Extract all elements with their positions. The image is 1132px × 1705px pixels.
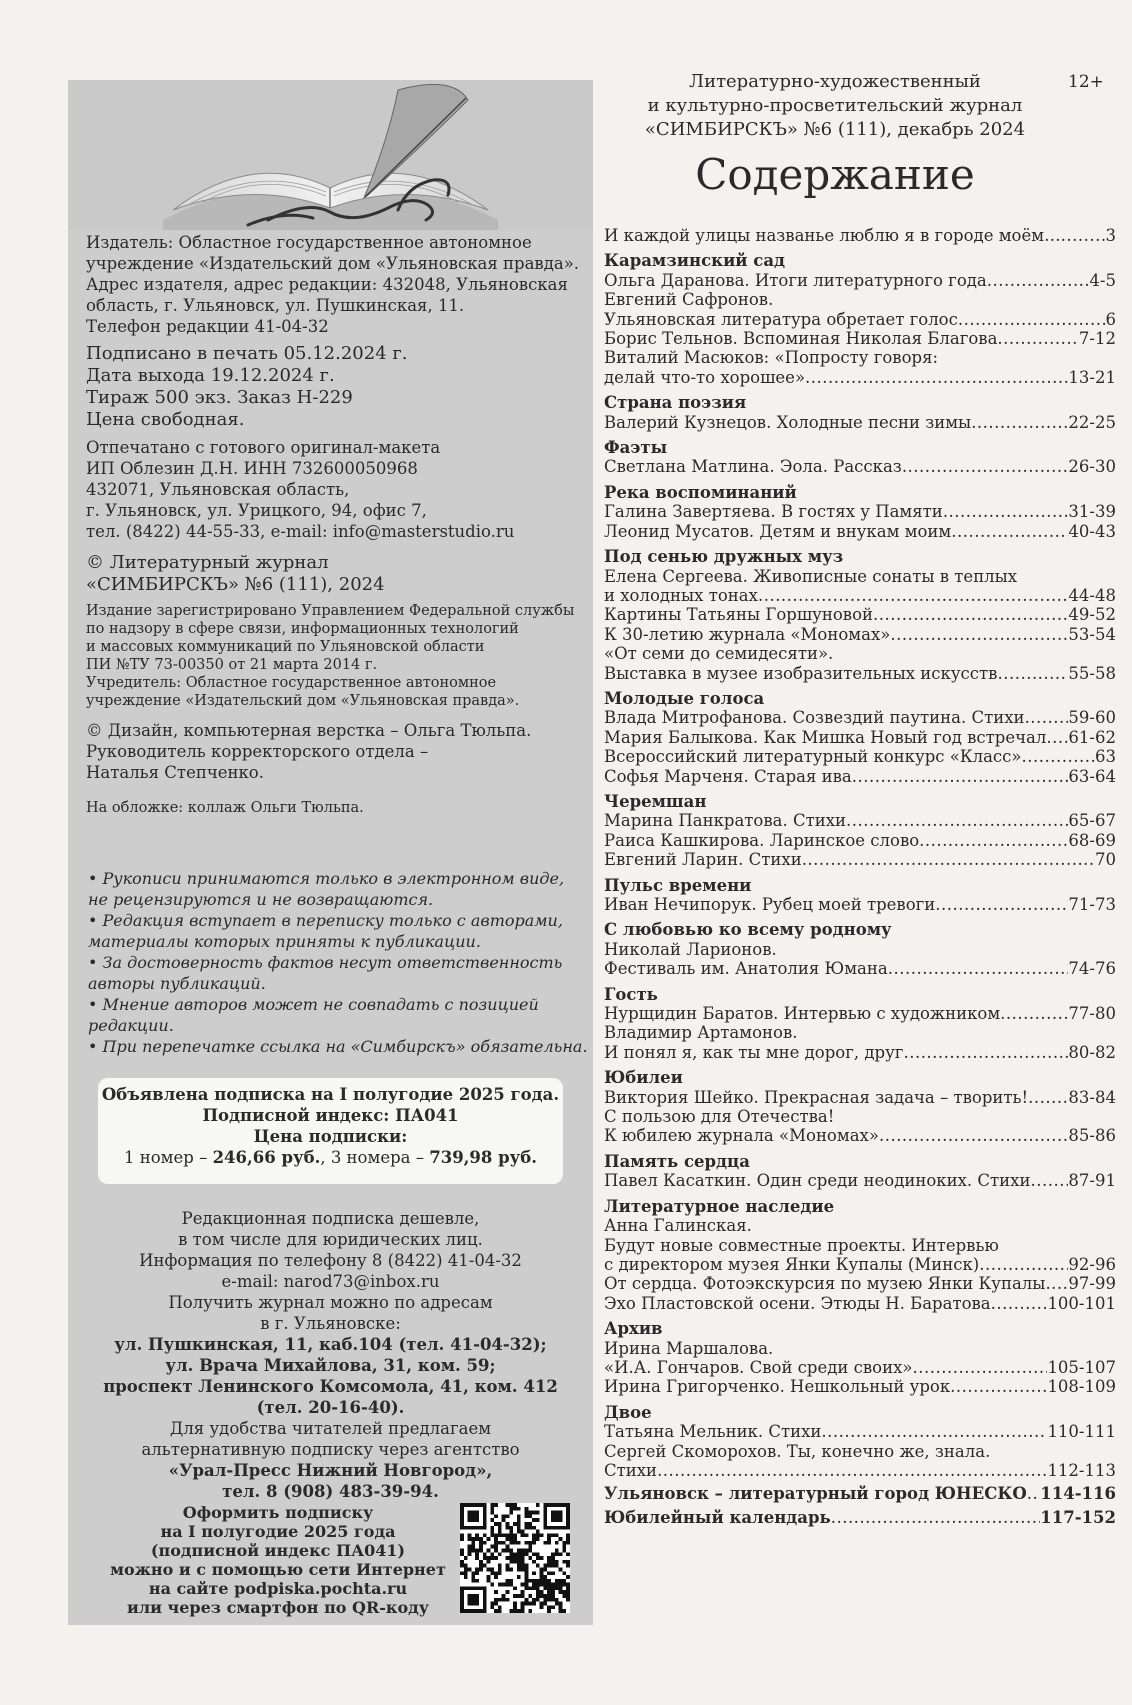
toc-leader-dots: [846, 811, 1068, 830]
registration-line: и массовых коммуникаций по Ульяновской области: [86, 639, 485, 655]
toc-entry-text: Татьяна Мельник. Стихи: [604, 1422, 822, 1442]
subscription-info-line: ул. Пушкинская, 11, каб.104 (тел. 41-04-32);: [114, 1335, 547, 1354]
toc-leader-dots: [1025, 708, 1069, 727]
design-line: Наталья Степченко.: [86, 763, 264, 782]
publisher-line: учреждение «Издательский дом «Ульяновская правда».: [86, 254, 580, 273]
toc-page-number: 87-91: [1068, 1171, 1116, 1191]
toc-leader-dots: [1027, 1484, 1041, 1503]
registration-line: Издание зарегистрировано Управлением Федеральной службы: [86, 603, 575, 619]
toc-entry: [604, 605, 1116, 624]
toc-entry: [604, 457, 1116, 476]
toc-entry-text: Влада Митрофанова. Созвездий паутина. Стихи: [604, 708, 1025, 728]
toc-page-number: 97-99: [1068, 1274, 1116, 1294]
toc-entry: [604, 1484, 1116, 1503]
toc-entry-text: Борис Тельнов. Вспоминая Николая Благова: [604, 329, 998, 349]
online-line: или через смартфон по QR-коду: [126, 1598, 430, 1617]
online-subscription-note: [88, 1503, 468, 1617]
toc-leader-dots: [1022, 747, 1095, 766]
copyright-line: © Литературный журнал: [86, 552, 329, 573]
toc-page-number: 85-86: [1068, 1126, 1116, 1146]
toc-leader-dots: [951, 522, 1068, 541]
toc-leader-dots: [902, 457, 1069, 476]
printer-line: Отпечатано с готового оригинал-макета: [86, 438, 441, 457]
rule-line: • За достоверность фактов несут ответственность: [88, 953, 563, 972]
subscription-info-line: ул. Врача Михайлова, 31, ком. 59;: [165, 1356, 496, 1375]
rule-line: • При перепечатке ссылка на «Симбирскъ» обязательна.: [88, 1037, 588, 1056]
toc-page-number: 110-111: [1047, 1422, 1116, 1442]
toc-page-number: 6: [1105, 309, 1116, 329]
toc-section-heading: Литературное наследие: [604, 1196, 835, 1216]
toc-page-number: 100-101: [1047, 1293, 1116, 1313]
age-rating: 12+: [1068, 72, 1104, 92]
toc-entry: [604, 1004, 1116, 1023]
toc-leader-dots: [873, 605, 1068, 624]
toc-page-number: 83-84: [1068, 1087, 1116, 1107]
toc-page-number: 40-43: [1068, 521, 1116, 541]
rule-line: • Рукописи принимаются только в электронном виде,: [88, 869, 565, 888]
toc-entry: [604, 413, 1116, 432]
subscription-info: [88, 1208, 573, 1502]
toc-section-heading: Гость: [604, 984, 658, 1004]
toc-entry: [604, 959, 1116, 978]
subscription-index: Подписной индекс: ПА041: [202, 1106, 459, 1125]
price1-label: 1 номер –: [124, 1148, 213, 1167]
toc-entry-line: [604, 348, 1116, 367]
toc-entry-line: [604, 644, 1116, 663]
book-quill-illustration: [68, 80, 593, 230]
toc-section-heading: Черемшан: [604, 791, 707, 811]
toc-leader-dots: [958, 310, 1106, 329]
toc-leader-dots: [987, 271, 1090, 290]
toc-entry: [604, 586, 1116, 605]
circulation-line: Тираж 500 экз. Заказ Н-229: [86, 387, 353, 408]
toc-entry: [604, 1377, 1116, 1396]
toc-page-number: 22-25: [1068, 412, 1116, 432]
printer-line: 432071, Ульяновская область,: [86, 480, 350, 499]
subscription-announcement: Объявлена подписка на I полугодие 2025 года.: [101, 1085, 560, 1104]
toc-entry: [604, 310, 1116, 329]
toc-entry-text: Будут новые совместные проекты. Интервью: [604, 1235, 999, 1255]
toc-leader-dots: [950, 1377, 1047, 1396]
toc-leader-dots: [991, 1294, 1048, 1313]
toc-entry-text: Софья Марченя. Старая ива: [604, 766, 852, 786]
toc-page-number: 108-109: [1047, 1377, 1116, 1397]
toc-entry: [604, 1294, 1116, 1313]
toc-leader-dots: [935, 895, 1068, 914]
subscription-info-line: тел. 8 (908) 483-39-94.: [222, 1482, 439, 1501]
toc-entry: [604, 708, 1116, 727]
subscription-box: [98, 1078, 563, 1184]
toc-entry: [604, 329, 1116, 348]
toc-leader-dots: [1000, 1004, 1068, 1023]
design-line: Руководитель корректорского отдела –: [86, 742, 429, 761]
toc-entry-text: Выставка в музее изобразительных искусств: [604, 663, 998, 683]
subscription-info-line: Получить журнал можно по адресам: [168, 1293, 493, 1312]
toc-leader-dots: [903, 1043, 1068, 1062]
toc-page-number: 59-60: [1068, 708, 1116, 728]
toc-leader-dots: [997, 329, 1079, 348]
publisher-line: Адрес издателя, адрес редакции: 432048, Ульяновская: [86, 275, 568, 294]
toc-entry-line: [604, 1216, 1116, 1235]
toc-page-number: 65-67: [1068, 811, 1116, 831]
toc-entry-text: С пользою для Отечества!: [604, 1107, 835, 1127]
table-of-contents: [604, 226, 1116, 1527]
toc-entry-text: Нурщидин Баратов. Интервью с художником: [604, 1004, 1001, 1024]
toc-page-number: 4-5: [1089, 270, 1116, 290]
rule-line: • Мнение авторов может не совпадать с позицией: [88, 995, 539, 1014]
toc-entry-line: [604, 940, 1116, 959]
rule-line: не рецензируются и не возвращаются.: [88, 890, 434, 909]
toc-entry-text: И понял я, как ты мне дорог, друг: [604, 1042, 904, 1062]
subscription-info-line: в г. Ульяновске:: [260, 1314, 401, 1333]
toc-entry-text: Леонид Мусатов. Детям и внукам моим: [604, 521, 952, 541]
toc-entry: [604, 522, 1116, 541]
toc-page-number: 53-54: [1068, 624, 1116, 644]
toc-section-heading: Двое: [604, 1402, 652, 1422]
printer-line: ИП Облезин Д.Н. ИНН 732600050968: [86, 459, 418, 478]
publisher-line: Издатель: Областное государственное автономное: [86, 233, 532, 252]
toc-entry-line: [604, 1107, 1116, 1126]
toc-page-number: 117-152: [1040, 1507, 1116, 1527]
subscription-info-line: Редакционная подписка дешевле,: [181, 1209, 480, 1228]
toc-entry: [604, 895, 1116, 914]
toc-entry-text: Анна Галинская.: [604, 1216, 752, 1236]
toc-entry-line: [604, 1023, 1116, 1042]
publisher-line: область, г. Ульяновск, ул. Пушкинская, 11.: [86, 296, 465, 315]
subscription-info-line: альтернативную подписку через агентство: [141, 1440, 520, 1459]
toc-leader-dots: [971, 413, 1068, 432]
toc-entry-text: Виктория Шейко. Прекрасная задача – творить!: [604, 1087, 1029, 1107]
toc-entry-text: Галина Завертяева. В гостях у Памяти: [604, 502, 943, 522]
toc-page-number: 63: [1095, 747, 1116, 767]
toc-entry-text: с директором музея Янки Купалы (Минск): [604, 1254, 980, 1274]
toc-entry-text: Ульяновск – литературный город ЮНЕСКО: [604, 1484, 1027, 1504]
toc-entry-text: и холодных тонах: [604, 585, 758, 605]
toc-leader-dots: [979, 1255, 1068, 1274]
toc-page-number: 74-76: [1068, 959, 1116, 979]
toc-page-number: 3: [1105, 226, 1116, 245]
toc-leader-dots: [1046, 728, 1068, 747]
toc-leader-dots: [888, 959, 1069, 978]
toc-entry: [604, 1508, 1116, 1527]
toc-entry: [604, 747, 1116, 766]
toc-page-number: 31-39: [1068, 502, 1116, 522]
rule-line: • Редакция вступает в переписку только с авторами,: [88, 911, 563, 930]
printer-line: тел. (8422) 44-55-33, e-mail: info@masterstudio.ru: [86, 522, 515, 541]
toc-leader-dots: [997, 664, 1068, 683]
toc-entry-text: Ульяновская литература обретает голос: [604, 309, 958, 329]
toc-section-heading: Карамзинский сад: [604, 251, 786, 271]
toc-section-heading: Архив: [604, 1319, 663, 1339]
toc-leader-dots: [758, 586, 1068, 605]
toc-entry-text: Елена Сергеева. Живописные сонаты в теплых: [604, 566, 1018, 586]
toc-leader-dots: [879, 1126, 1068, 1145]
subscription-info-line: Для удобства читателей предлагаем: [169, 1419, 492, 1438]
toc-entry-text: Иван Нечипорук. Рубец моей тревоги: [604, 895, 936, 914]
toc-entry-text: Всероссийский литературный конкурс «Класс»: [604, 747, 1022, 767]
toc-entry-text: «И.А. Гончаров. Свой среди своих»: [604, 1357, 913, 1377]
journal-issue: «СИМБИРСКЪ» №6 (111), декабрь 2024: [644, 119, 1026, 140]
toc-page-number: 92-96: [1068, 1254, 1116, 1274]
price3-label: , 3 номера –: [320, 1148, 430, 1167]
toc-entry-text: Картины Татьяны Горшуновой: [604, 605, 874, 625]
subscription-info-line: (тел. 20-16-40).: [256, 1398, 405, 1417]
toc-page-number: 80-82: [1068, 1042, 1116, 1062]
toc-leader-dots: [805, 368, 1068, 387]
toc-page-number: 13-21: [1068, 367, 1116, 387]
toc-entry-line: [604, 1442, 1116, 1461]
toc-entry: [604, 1274, 1116, 1293]
online-line: на I полугодие 2025 года: [160, 1522, 396, 1541]
toc-leader-dots: [890, 625, 1068, 644]
rule-line: материалы которых приняты к публикации.: [88, 932, 481, 951]
toc-entry-text: Сергей Скоморохов. Ты, конечно же, знала.: [604, 1441, 991, 1461]
toc-entry-line: [604, 290, 1116, 309]
toc-entry-text: К юбилею журнала «Мономах»: [604, 1126, 879, 1146]
toc-section-heading: Память сердца: [604, 1151, 750, 1171]
toc-entry: [604, 625, 1116, 644]
toc-page-number: 112-113: [1047, 1460, 1116, 1480]
toc-entry-text: Марина Панкратова. Стихи: [604, 811, 847, 831]
rule-line: редакции.: [88, 1016, 174, 1035]
subscription-info-line: в том числе для юридических лиц.: [178, 1230, 483, 1249]
toc-entry-text: Юбилейный календарь: [604, 1507, 831, 1527]
toc-entry-text: Светлана Матлина. Эола. Рассказ: [604, 457, 902, 477]
toc-entry-line: [604, 567, 1116, 586]
toc-section-heading: Юбилеи: [604, 1068, 683, 1088]
toc-page-number: 105-107: [1047, 1357, 1116, 1377]
journal-subtitle: и культурно-просветительский журнал: [647, 95, 1023, 116]
toc-leader-dots: [657, 1461, 1047, 1480]
toc-entry-text: К 30-летию журнала «Мономах»: [604, 624, 891, 644]
toc-leader-dots: [943, 502, 1069, 521]
journal-header: [620, 70, 1050, 142]
toc-entry-text: Ольга Даранова. Итоги литературного года: [604, 270, 987, 290]
toc-entry-text: Евгений Сафронов.: [604, 290, 774, 310]
toc-entry: [604, 1422, 1116, 1441]
toc-leader-dots: [1045, 1274, 1068, 1293]
toc-page-number: 61-62: [1068, 727, 1116, 747]
toc-page-number: 44-48: [1068, 585, 1116, 605]
subscription-info-line: Информация по телефону 8 (8422) 41-04-32: [139, 1251, 522, 1270]
toc-entry-text: делай что-то хорошее»: [604, 367, 806, 387]
toc-section-heading: Фаэты: [604, 438, 668, 458]
toc-leader-dots: [919, 831, 1068, 850]
toc-leader-dots: [821, 1422, 1047, 1441]
toc-section-heading: С любовью ко всему родному: [604, 920, 892, 940]
toc-entry-text: Эхо Пластовской осени. Этюды Н. Баратова: [604, 1293, 991, 1313]
print-date-line: Подписано в печать 05.12.2024 г.: [86, 343, 408, 364]
toc-entry: [604, 850, 1116, 869]
toc-leader-dots: [1028, 1088, 1068, 1107]
toc-leader-dots: [913, 1358, 1048, 1377]
toc-entry: [604, 1255, 1116, 1274]
toc-entry-text: Николай Ларионов.: [604, 939, 777, 959]
price-line: Цена свободная.: [86, 409, 245, 430]
toc-page-number: 26-30: [1068, 457, 1116, 477]
rule-line: авторы публикаций.: [88, 974, 266, 993]
price3-value: 739,98 руб.: [429, 1148, 537, 1167]
printer-line: г. Ульяновск, ул. Урицкого, 94, офис 7,: [86, 501, 427, 520]
toc-page-number: 63-64: [1068, 766, 1116, 786]
online-line: можно и с помощью сети Интернет: [110, 1560, 446, 1579]
registration-line: ПИ №ТУ 73-00350 от 21 марта 2014 г.: [86, 657, 378, 673]
registration-line: Учредитель: Областное государственное автономное: [86, 675, 497, 691]
registration-line: по надзору в сфере связи, информационных технологий: [86, 621, 519, 637]
toc-entry: [604, 811, 1116, 830]
toc-page-number: 77-80: [1068, 1004, 1116, 1024]
toc-section-heading: Страна поэзия: [604, 393, 747, 413]
toc-page-number: 70: [1095, 850, 1116, 870]
toc-entry-text: Виталий Масюков: «Попросту говоря:: [604, 348, 939, 368]
design-line: © Дизайн, компьютерная верстка – Ольга Тюльпа.: [86, 721, 532, 740]
toc-entry: [604, 271, 1116, 290]
toc-entry-text: Мария Балыкова. Как Мишка Новый год встречал: [604, 727, 1047, 747]
toc-section-heading: Река воспоминаний: [604, 482, 797, 502]
toc-leader-dots: [1061, 226, 1106, 245]
price1-value: 246,66 руб.: [212, 1148, 321, 1167]
subscription-info-line: e-mail: narod73@inbox.ru: [221, 1272, 440, 1291]
cover-note: На обложке: коллаж Ольги Тюльпа.: [86, 800, 364, 816]
online-line: (подписной индекс ПА041): [150, 1541, 406, 1560]
toc-section-heading: Пульс времени: [604, 875, 752, 895]
toc-entry-text: Фестиваль им. Анатолия Юмана: [604, 959, 888, 979]
toc-entry: [604, 1088, 1116, 1107]
imprint-block: [86, 232, 586, 817]
toc-leader-dots: [831, 1508, 1041, 1527]
toc-page-number: 71-73: [1068, 895, 1116, 914]
toc-entry: [604, 1461, 1116, 1480]
toc-entry-text: Раиса Кашкирова. Ларинское слово: [604, 830, 920, 850]
online-line: Оформить подписку: [182, 1503, 374, 1522]
toc-entry-text: Ирина Григорченко. Нешкольный урок: [604, 1377, 951, 1397]
toc-page-number: 68-69: [1068, 830, 1116, 850]
toc-entry: [604, 1358, 1116, 1377]
page-title: Содержание: [695, 150, 975, 199]
toc-section-heading: Молодые голоса: [604, 688, 765, 708]
toc-entry: [604, 1171, 1116, 1190]
toc-entry: [604, 1126, 1116, 1145]
subscription-info-line: проспект Ленинского Комсомола, 41, ком. 412: [103, 1377, 558, 1396]
toc-page-number: 55-58: [1068, 663, 1116, 683]
toc-entry-text: Евгений Ларин. Стихи: [604, 850, 802, 870]
toc-leader-dots: [1030, 1171, 1068, 1190]
registration-line: учреждение «Издательский дом «Ульяновская правда».: [86, 693, 520, 709]
toc-entry-text: Ирина Маршалова.: [604, 1338, 774, 1358]
toc-entry-text: От сердца. Фотоэкскурсия по музею Янки Купалы: [604, 1274, 1046, 1294]
editorial-rules: [88, 868, 588, 1057]
toc-entry-line: [604, 1236, 1116, 1255]
book-quill-icon: [68, 80, 593, 230]
toc-entry-text: И каждой улицы названье люблю я в городе моём…: [604, 226, 1061, 245]
toc-entry-text: Владимир Артамонов.: [604, 1023, 798, 1043]
toc-entry-line: [604, 1339, 1116, 1358]
toc-leader-dots: [802, 850, 1095, 869]
toc-entry: [604, 728, 1116, 747]
toc-page-number: 49-52: [1068, 605, 1116, 625]
online-line: на сайте podpiska.pochta.ru: [148, 1579, 408, 1598]
toc-page-number: 114-116: [1040, 1484, 1116, 1504]
subscription-info-line: «Урал-Пресс Нижний Новгород»,: [168, 1461, 493, 1480]
release-date-line: Дата выхода 19.12.2024 г.: [86, 365, 335, 386]
toc-page-number: 7-12: [1078, 329, 1116, 349]
toc-entry: [604, 502, 1116, 521]
toc-entry: [604, 767, 1116, 786]
toc-leader-dots: [852, 767, 1069, 786]
toc-entry: [604, 1043, 1116, 1062]
toc-entry-text: «От семи до семидесяти».: [604, 644, 834, 664]
journal-subtitle: Литературно-художественный: [689, 71, 981, 92]
toc-entry: [604, 831, 1116, 850]
toc-entry-text: Валерий Кузнецов. Холодные песни зимы: [604, 412, 972, 432]
toc-entry: [604, 664, 1116, 683]
toc-entry-text: Стихи: [604, 1460, 658, 1480]
toc-entry: [604, 226, 1116, 245]
toc-entry: [604, 368, 1116, 387]
toc-section-heading: Под сенью дружных муз: [604, 547, 844, 567]
qr-code-icon[interactable]: [460, 1503, 570, 1613]
copyright-line: «СИМБИРСКЪ» №6 (111), 2024: [86, 574, 385, 595]
publisher-line: Телефон редакции 41-04-32: [86, 317, 329, 336]
subscription-prices: [98, 1147, 563, 1168]
toc-entry-text: Павел Касаткин. Один среди неодиноких. Стихи: [604, 1171, 1031, 1191]
subscription-price-heading: Цена подписки:: [253, 1127, 408, 1146]
